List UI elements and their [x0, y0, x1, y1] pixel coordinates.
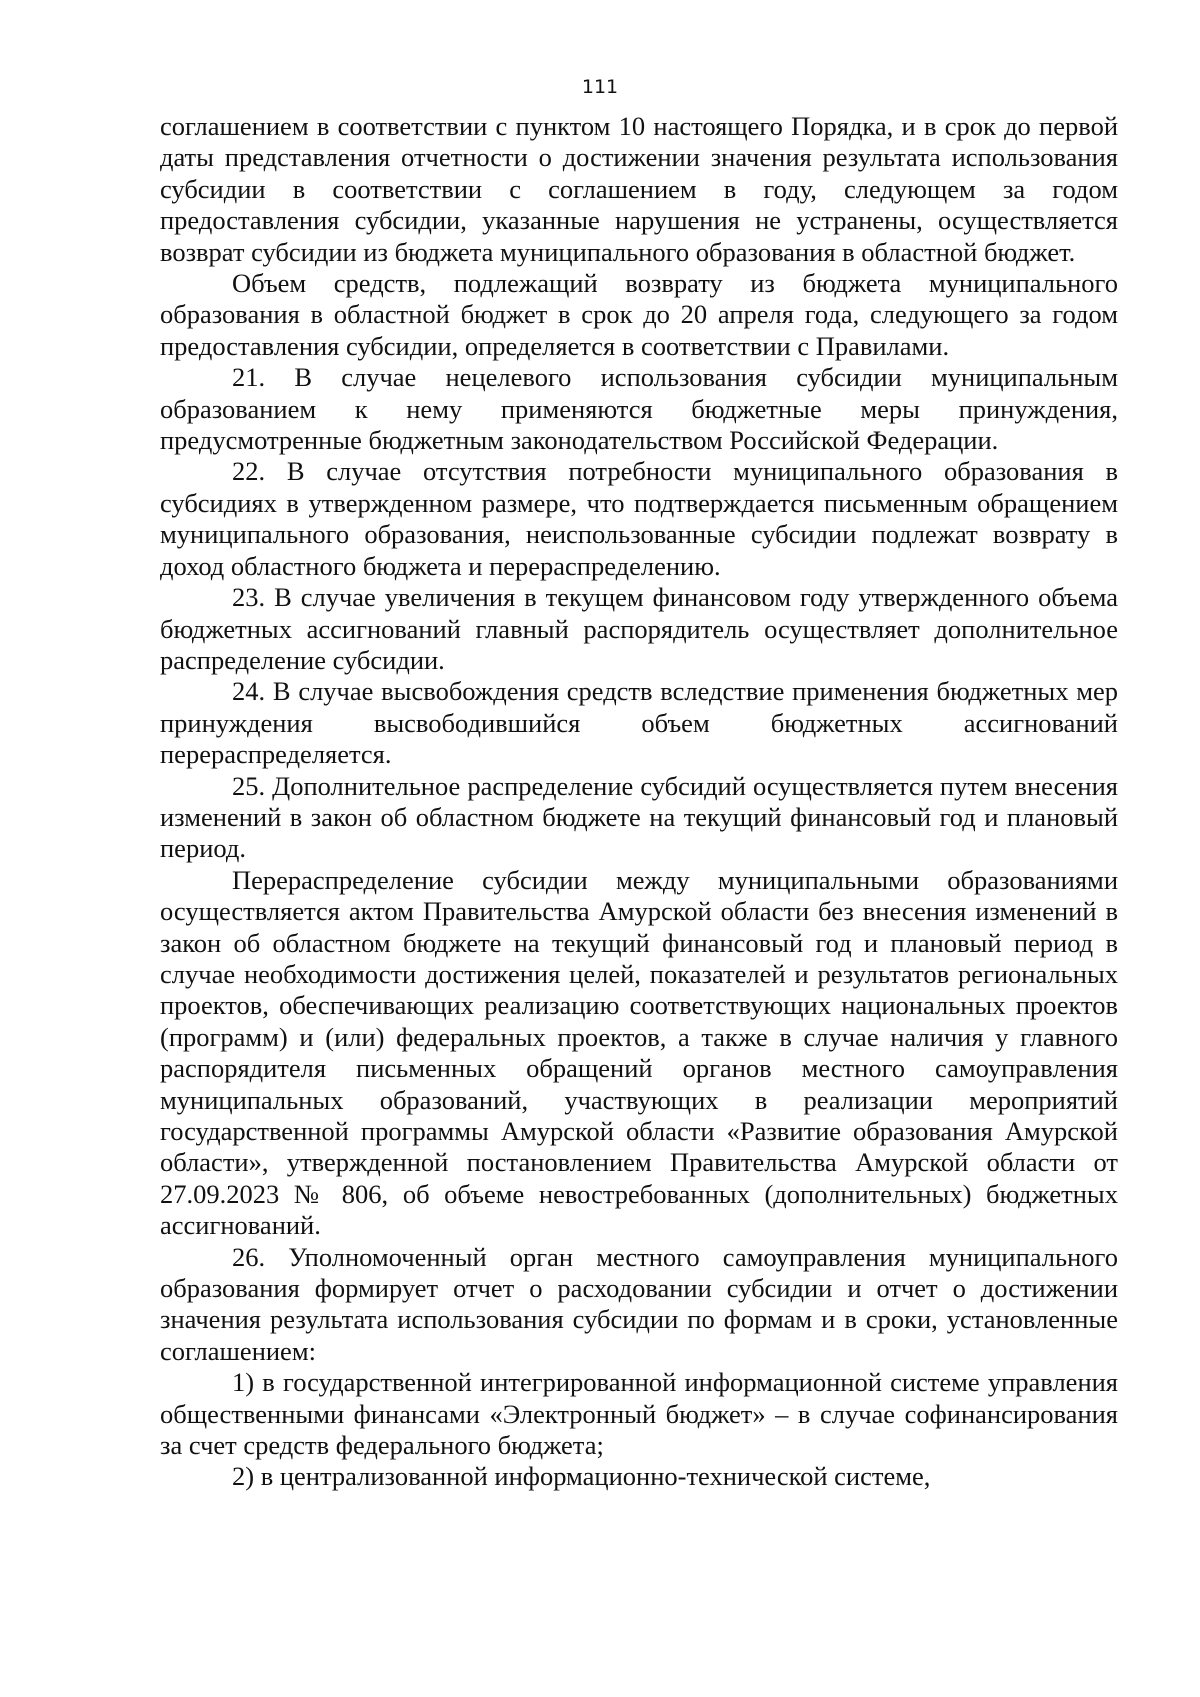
paragraph-item-21: 21. В случае нецелевого использования субсидии муниципальным образованием к нему применяются бюджетные меры принуждения, предусмотренные бюджетным законодательством Российской Федерации. — [160, 362, 1118, 456]
paragraph-subitem-2: 2) в централизованной информационно-технической системе, — [232, 1461, 931, 1492]
paragraph-redistribution: Перераспределение субсидии между муниципальными образованиями осуществляется актом Правительства Амурской области без внесения изменений в закон об областном бюджете на текущий финансовый год и плановый период в случае необходимости достижения целей, показателей и результатов региональных проектов, обеспечивающих реализацию соответствующих национальных проектов (программ) и (или) федеральных проектов, а также в случае наличия у главного распорядителя письменных обращений органов местного самоуправления муниципальных образований, участвующих в реализации мероприятий государственной программы Амурской области «Развитие образования Амурской области», утвержденной постановлением Правительства Амурской области от 27.09.2023 № 806, об объеме невостребованных (дополнительных) бюджетных ассигнований. — [160, 864, 1118, 1241]
paragraph-subitem-1: 1) в государственной интегрированной информационной системе управления общественными финансами «Электронный бюджет» – в случае софинансирования за счет средств федерального бюджета; — [160, 1367, 1118, 1461]
document-body — [160, 111, 1118, 1493]
paragraph-refund-volume: Объем средств, подлежащий возврату из бюджета муниципального образования в областной бюджет в срок до 20 апреля года, следующего за годом предоставления субсидии, определяется в соответствии с Правилами. — [160, 268, 1118, 361]
paragraph-item-25: 25. Дополнительное распределение субсидий осуществляется путем внесения изменений в закон об областном бюджете на текущий финансовый год и плановый период. — [160, 770, 1118, 864]
paragraph-item-26: 26. Уполномоченный орган местного самоуправления муниципального образования формирует отчет о расходовании субсидии и отчет о достижении значения результата использования субсидии по формам и в сроки, установленные соглашением: — [160, 1241, 1118, 1366]
page-number: 111 — [581, 76, 619, 98]
paragraph-item-24: 24. В случае высвобождения средств вследствие применения бюджетных мер принуждения высвободившийся объем бюджетных ассигнований перераспределяется. — [160, 676, 1118, 770]
paragraph-continuation: соглашением в соответствии с пунктом 10 настоящего Порядка, и в срок до первой даты представления отчетности о достижении значения результата использования субсидии в соответствии с соглашением в году, следующем за годом предоставления субсидии, указанные нарушения не устранены, осуществляется возврат субсидии из бюджета муниципального образования в областной бюджет. — [160, 111, 1118, 267]
paragraph-item-23: 23. В случае увеличения в текущем финансовом году утвержденного объема бюджетных ассигнований главный распорядитель осуществляет дополнительное распределение субсидии. — [160, 582, 1118, 675]
paragraph-item-22: 22. В случае отсутствия потребности муниципального образования в субсидиях в утвержденном размере, что подтверждается письменным обращением муниципального образования, неиспользованные субсидии подлежат возврату в доход областного бюджета и перераспределению. — [160, 456, 1118, 581]
